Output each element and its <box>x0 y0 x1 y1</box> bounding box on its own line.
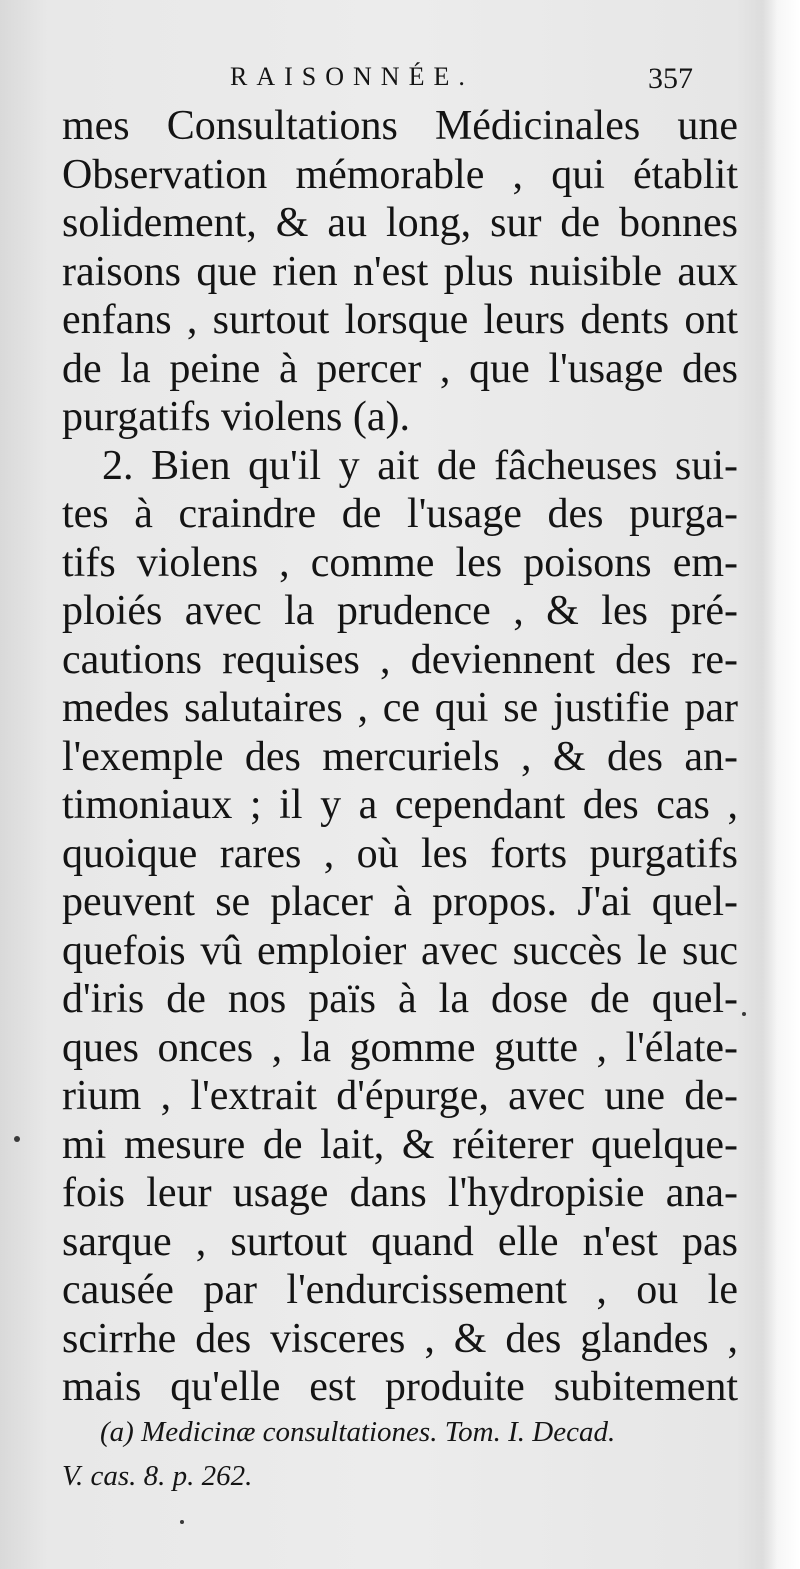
text-line: timoniaux ; il y a cependant des cas , <box>62 782 738 828</box>
page-number: 357 <box>648 62 693 95</box>
text-line: purgatifs violens (a). <box>62 394 410 440</box>
footnote-line: V. cas. 8. p. 262. <box>62 1460 253 1492</box>
text-line: mes Consultations Médicinales une <box>62 103 738 149</box>
text-line: d'iris de nos païs à la dose de quel- <box>62 976 738 1022</box>
text-line: sarque , surtout quand elle n'est pas <box>62 1218 738 1265</box>
text-line: tifs violens , comme les poisons em- <box>62 539 738 586</box>
ink-speck <box>742 1012 746 1016</box>
ink-speck <box>14 1136 20 1142</box>
text-line: ploiés avec la prudence , & les pré- <box>62 588 738 634</box>
ink-speck <box>180 1520 184 1524</box>
text-line: fois leur usage dans l'hydropisie ana- <box>62 1170 738 1216</box>
text-line: ques onces , la gomme gutte , l'élate- <box>62 1024 738 1071</box>
footnote <box>62 1410 738 1498</box>
text-line: Observation mémorable , qui établit <box>62 151 738 198</box>
text-line: solidement, & au long, sur de bonnes <box>62 200 738 246</box>
text-line: de la peine à percer , que l'usage des <box>62 345 738 392</box>
text-line: causée par l'endurcissement , ou le <box>62 1267 738 1313</box>
text-line: quoique rares , où les forts purgatifs <box>62 830 738 877</box>
text-line: 2. Bien qu'il y ait de fâcheuses sui- <box>102 442 738 489</box>
text-line: medes salutaires , ce qui se justifie par <box>62 685 738 731</box>
text-line: l'exemple des mercuriels , & des an- <box>62 733 738 780</box>
footnote-line: (a) Medicinæ consultationes. Tom. I. Decad. <box>100 1416 616 1448</box>
body-text <box>62 102 738 1412</box>
text-line: mi mesure de lait, & réiterer quelque- <box>62 1121 738 1168</box>
text-line: cautions requises , deviennent des re- <box>62 636 738 683</box>
text-line: peuvent se placer à propos. J'ai quel- <box>62 879 738 925</box>
running-head: RAISONNÉE. <box>230 62 474 91</box>
text-line: tes à craindre de l'usage des purga- <box>62 491 738 537</box>
text-line: mais qu'elle est produite subitement <box>62 1364 738 1410</box>
text-line: raisons que rien n'est plus nuisible aux <box>62 248 738 295</box>
text-line: rium , l'extrait d'épurge, avec une de- <box>62 1073 738 1119</box>
text-line: quefois vû emploier avec succès le suc <box>62 927 738 974</box>
text-line: scirrhe des visceres , & des glandes , <box>62 1315 738 1362</box>
page-edge <box>762 0 800 1569</box>
text-line: enfans , surtout lorsque leurs dents ont <box>62 297 738 343</box>
